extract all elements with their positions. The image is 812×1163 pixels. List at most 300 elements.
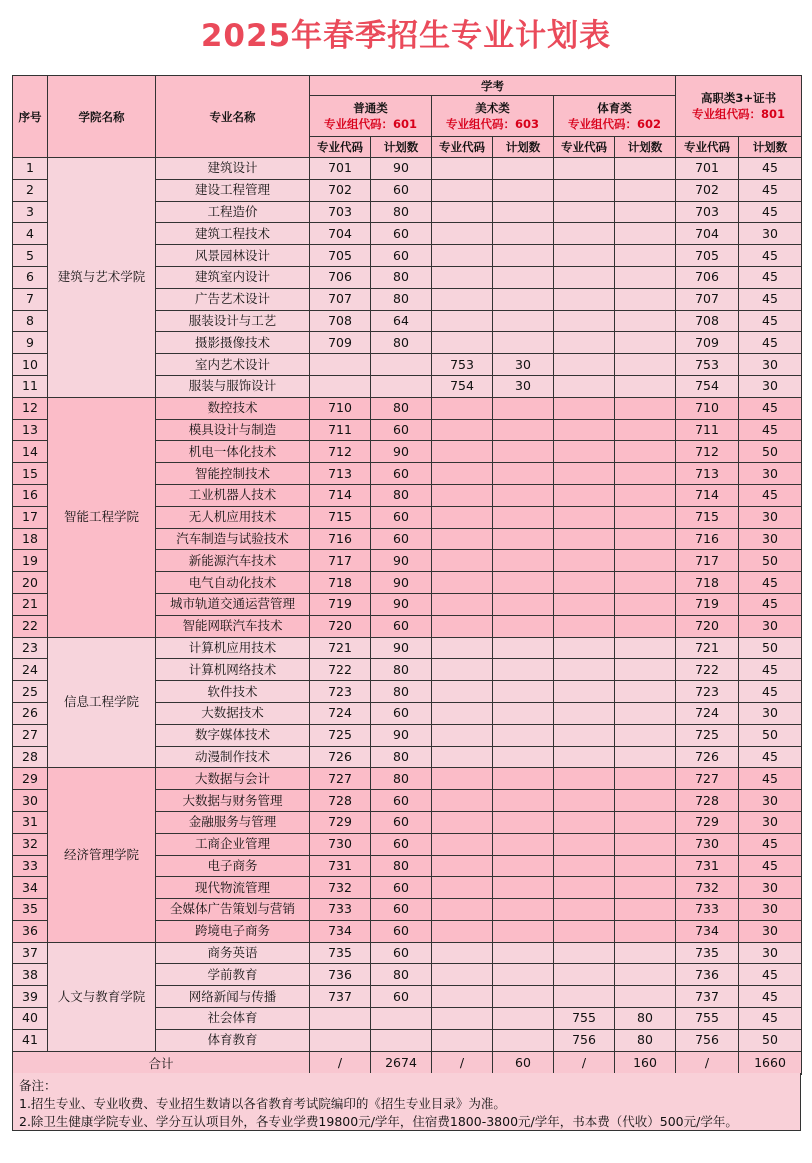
header-putong-plan: 计划数 [371, 137, 432, 158]
cell-meishu-code [432, 572, 493, 594]
cell-tiyu-code [554, 702, 615, 724]
cell-meishu-code [432, 245, 493, 267]
cell-meishu-code [432, 158, 493, 180]
cell-putong-code [310, 1029, 371, 1051]
cell-tiyu-plan [615, 920, 676, 942]
cell-meishu-plan [493, 942, 554, 964]
cell-putong-plan: 90 [371, 550, 432, 572]
cell-putong-plan: 80 [371, 201, 432, 223]
cell-gaozhi-code: 718 [676, 572, 739, 594]
cell-major: 大数据与财务管理 [156, 790, 310, 812]
cell-meishu-plan [493, 506, 554, 528]
cell-tiyu-plan [615, 179, 676, 201]
cell-putong-code: 710 [310, 397, 371, 419]
cell-tiyu-plan [615, 528, 676, 550]
cell-meishu-code [432, 1008, 493, 1030]
cell-putong-code: 717 [310, 550, 371, 572]
cell-tiyu-code [554, 484, 615, 506]
cell-tiyu-plan [615, 681, 676, 703]
cell-seq: 30 [13, 790, 48, 812]
cell-seq: 35 [13, 899, 48, 921]
cell-tiyu-code [554, 811, 615, 833]
cell-putong-plan: 90 [371, 593, 432, 615]
cell-meishu-plan [493, 659, 554, 681]
cell-major: 建筑设计 [156, 158, 310, 180]
header-xuekao: 学考 [310, 76, 676, 96]
cell-putong-plan: 80 [371, 484, 432, 506]
cell-meishu-code [432, 811, 493, 833]
cell-seq: 16 [13, 484, 48, 506]
cell-meishu-code [432, 1029, 493, 1051]
cell-major: 风景园林设计 [156, 245, 310, 267]
cell-meishu-code [432, 615, 493, 637]
header-college: 学院名称 [48, 76, 156, 158]
cell-putong-code [310, 375, 371, 397]
cell-meishu-plan [493, 986, 554, 1008]
header-putong-code: 专业代码 [310, 137, 371, 158]
cell-gaozhi-plan: 45 [739, 332, 802, 354]
cell-meishu-code [432, 201, 493, 223]
cell-tiyu-plan [615, 877, 676, 899]
cell-gaozhi-plan: 45 [739, 484, 802, 506]
cell-gaozhi-code: 735 [676, 942, 739, 964]
cell-gaozhi-code: 713 [676, 463, 739, 485]
cell-putong-code: 715 [310, 506, 371, 528]
cell-putong-code: 711 [310, 419, 371, 441]
cell-meishu-plan [493, 419, 554, 441]
cell-putong-plan: 60 [371, 702, 432, 724]
cell-major: 工业机器人技术 [156, 484, 310, 506]
notes-title: 备注： [19, 1078, 57, 1093]
header-meishu [432, 96, 554, 137]
cell-putong-code: 707 [310, 288, 371, 310]
cell-tiyu-code [554, 964, 615, 986]
cell-seq: 6 [13, 266, 48, 288]
cell-tiyu-plan [615, 899, 676, 921]
cell-seq: 14 [13, 441, 48, 463]
cell-putong-code: 727 [310, 768, 371, 790]
cell-gaozhi-plan: 45 [739, 288, 802, 310]
cell-major: 学前教育 [156, 964, 310, 986]
header-gaozhi-plan: 计划数 [739, 137, 802, 158]
cell-meishu-plan [493, 201, 554, 223]
cell-gaozhi-plan: 45 [739, 572, 802, 594]
cell-tiyu-code: 756 [554, 1029, 615, 1051]
cell-seq: 34 [13, 877, 48, 899]
cell-gaozhi-code: 701 [676, 158, 739, 180]
cell-gaozhi-code: 705 [676, 245, 739, 267]
cell-gaozhi-plan: 45 [739, 964, 802, 986]
notes-line-1: 1.招生专业、专业收费、专业招生数请以各省教育考试院编印的《招生专业目录》为准。 [19, 1096, 506, 1111]
totals-gaozhi-code: / [676, 1051, 739, 1074]
cell-meishu-code [432, 266, 493, 288]
cell-meishu-plan [493, 964, 554, 986]
cell-seq: 4 [13, 223, 48, 245]
cell-gaozhi-plan: 45 [739, 158, 802, 180]
cell-meishu-plan [493, 1029, 554, 1051]
cell-major: 电气自动化技术 [156, 572, 310, 594]
cell-major: 软件技术 [156, 681, 310, 703]
cell-gaozhi-plan: 30 [739, 615, 802, 637]
cell-gaozhi-plan: 30 [739, 702, 802, 724]
cell-seq: 22 [13, 615, 48, 637]
cell-tiyu-code [554, 179, 615, 201]
cell-tiyu-plan [615, 572, 676, 594]
cell-gaozhi-plan: 45 [739, 659, 802, 681]
cell-tiyu-code [554, 899, 615, 921]
table-row [13, 397, 802, 419]
table-row [13, 942, 802, 964]
cell-major: 建筑工程技术 [156, 223, 310, 245]
cell-tiyu-plan [615, 790, 676, 812]
cell-putong-plan [371, 1029, 432, 1051]
cell-major: 汽车制造与试验技术 [156, 528, 310, 550]
cell-tiyu-code [554, 637, 615, 659]
totals-meishu-plan: 60 [493, 1051, 554, 1074]
cell-meishu-plan [493, 484, 554, 506]
cell-putong-code: 730 [310, 833, 371, 855]
cell-putong-plan: 80 [371, 855, 432, 877]
cell-tiyu-plan [615, 615, 676, 637]
cell-seq: 33 [13, 855, 48, 877]
cell-tiyu-code [554, 877, 615, 899]
header-gaozhi-group-code: 专业组代码：801 [692, 107, 786, 121]
cell-seq: 39 [13, 986, 48, 1008]
header-putong-label: 普通类 [353, 101, 388, 115]
cell-meishu-code [432, 855, 493, 877]
cell-meishu-code [432, 637, 493, 659]
cell-meishu-code [432, 463, 493, 485]
cell-major: 数字媒体技术 [156, 724, 310, 746]
cell-meishu-plan [493, 637, 554, 659]
cell-seq: 24 [13, 659, 48, 681]
cell-gaozhi-code: 753 [676, 354, 739, 376]
cell-major: 建设工程管理 [156, 179, 310, 201]
cell-seq: 8 [13, 310, 48, 332]
cell-putong-plan: 60 [371, 179, 432, 201]
totals-gaozhi-plan: 1660 [739, 1051, 802, 1074]
cell-gaozhi-plan: 45 [739, 245, 802, 267]
cell-putong-plan: 60 [371, 920, 432, 942]
cell-seq: 41 [13, 1029, 48, 1051]
cell-tiyu-code: 755 [554, 1008, 615, 1030]
cell-meishu-code [432, 702, 493, 724]
cell-putong-plan [371, 354, 432, 376]
cell-seq: 18 [13, 528, 48, 550]
cell-gaozhi-plan: 45 [739, 1008, 802, 1030]
cell-tiyu-plan [615, 354, 676, 376]
cell-putong-plan: 64 [371, 310, 432, 332]
cell-major: 服装设计与工艺 [156, 310, 310, 332]
cell-major: 机电一体化技术 [156, 441, 310, 463]
header-tiyu-plan: 计划数 [615, 137, 676, 158]
cell-putong-plan: 80 [371, 681, 432, 703]
cell-major: 计算机网络技术 [156, 659, 310, 681]
cell-tiyu-plan [615, 550, 676, 572]
cell-gaozhi-code: 734 [676, 920, 739, 942]
cell-tiyu-code [554, 593, 615, 615]
cell-gaozhi-plan: 30 [739, 375, 802, 397]
cell-tiyu-code [554, 615, 615, 637]
table-row [13, 158, 802, 180]
cell-meishu-plan: 30 [493, 375, 554, 397]
cell-meishu-code [432, 593, 493, 615]
cell-seq: 31 [13, 811, 48, 833]
cell-putong-code: 722 [310, 659, 371, 681]
cell-meishu-code [432, 920, 493, 942]
cell-meishu-plan [493, 179, 554, 201]
cell-gaozhi-plan: 45 [739, 593, 802, 615]
cell-putong-plan: 90 [371, 724, 432, 746]
cell-gaozhi-code: 730 [676, 833, 739, 855]
header-putong [310, 96, 432, 137]
cell-tiyu-code [554, 201, 615, 223]
cell-putong-code: 726 [310, 746, 371, 768]
cell-gaozhi-plan: 45 [739, 397, 802, 419]
cell-meishu-plan [493, 223, 554, 245]
cell-major: 智能网联汽车技术 [156, 615, 310, 637]
cell-tiyu-code [554, 768, 615, 790]
cell-meishu-code [432, 986, 493, 1008]
header-major: 专业名称 [156, 76, 310, 158]
cell-putong-code: 703 [310, 201, 371, 223]
cell-putong-code: 718 [310, 572, 371, 594]
cell-gaozhi-plan: 45 [739, 746, 802, 768]
cell-tiyu-code [554, 681, 615, 703]
cell-meishu-plan [493, 266, 554, 288]
cell-putong-plan: 90 [371, 441, 432, 463]
cell-tiyu-plan [615, 245, 676, 267]
cell-tiyu-plan [615, 158, 676, 180]
cell-gaozhi-plan: 45 [739, 681, 802, 703]
cell-seq: 40 [13, 1008, 48, 1030]
cell-college-name: 智能工程学院 [48, 397, 156, 637]
cell-meishu-plan [493, 681, 554, 703]
cell-putong-plan: 60 [371, 528, 432, 550]
cell-putong-code: 733 [310, 899, 371, 921]
cell-meishu-code [432, 964, 493, 986]
cell-meishu-plan [493, 790, 554, 812]
cell-seq: 25 [13, 681, 48, 703]
cell-tiyu-plan [615, 986, 676, 1008]
header-putong-group-code: 专业组代码：601 [323, 117, 417, 131]
cell-tiyu-code [554, 724, 615, 746]
cell-meishu-code: 753 [432, 354, 493, 376]
cell-tiyu-plan: 80 [615, 1008, 676, 1030]
cell-meishu-code [432, 942, 493, 964]
cell-major: 网络新闻与传播 [156, 986, 310, 1008]
cell-meishu-plan [493, 310, 554, 332]
cell-seq: 5 [13, 245, 48, 267]
cell-gaozhi-plan: 50 [739, 550, 802, 572]
cell-putong-code: 736 [310, 964, 371, 986]
cell-tiyu-plan [615, 484, 676, 506]
cell-meishu-plan [493, 550, 554, 572]
cell-gaozhi-plan: 30 [739, 899, 802, 921]
cell-meishu-code [432, 746, 493, 768]
cell-tiyu-code [554, 746, 615, 768]
cell-seq: 27 [13, 724, 48, 746]
cell-major: 建筑室内设计 [156, 266, 310, 288]
cell-tiyu-plan [615, 332, 676, 354]
cell-gaozhi-code: 724 [676, 702, 739, 724]
cell-tiyu-plan [615, 201, 676, 223]
cell-seq: 21 [13, 593, 48, 615]
cell-major: 模具设计与制造 [156, 419, 310, 441]
cell-putong-code: 729 [310, 811, 371, 833]
cell-gaozhi-plan: 30 [739, 920, 802, 942]
totals-tiyu-code: / [554, 1051, 615, 1074]
cell-putong-plan: 60 [371, 245, 432, 267]
cell-meishu-plan [493, 746, 554, 768]
cell-tiyu-code [554, 550, 615, 572]
cell-putong-code: 737 [310, 986, 371, 1008]
cell-meishu-code [432, 681, 493, 703]
cell-tiyu-code [554, 419, 615, 441]
cell-meishu-code [432, 484, 493, 506]
cell-putong-code: 709 [310, 332, 371, 354]
cell-meishu-plan [493, 158, 554, 180]
cell-meishu-code [432, 550, 493, 572]
cell-meishu-plan [493, 920, 554, 942]
cell-putong-code [310, 354, 371, 376]
cell-gaozhi-code: 733 [676, 899, 739, 921]
header-meishu-plan: 计划数 [493, 137, 554, 158]
cell-tiyu-plan [615, 964, 676, 986]
cell-tiyu-code [554, 266, 615, 288]
cell-gaozhi-plan: 45 [739, 266, 802, 288]
cell-gaozhi-plan: 30 [739, 790, 802, 812]
cell-gaozhi-code: 706 [676, 266, 739, 288]
cell-seq: 10 [13, 354, 48, 376]
cell-putong-plan: 80 [371, 332, 432, 354]
cell-putong-plan: 60 [371, 419, 432, 441]
cell-gaozhi-code: 727 [676, 768, 739, 790]
cell-meishu-plan [493, 397, 554, 419]
cell-major: 服装与服饰设计 [156, 375, 310, 397]
cell-tiyu-plan [615, 223, 676, 245]
cell-seq: 20 [13, 572, 48, 594]
notes-box [12, 1073, 801, 1131]
header-seq: 序号 [13, 76, 48, 158]
cell-major: 计算机应用技术 [156, 637, 310, 659]
totals-putong-code: / [310, 1051, 371, 1074]
cell-meishu-plan [493, 528, 554, 550]
cell-tiyu-code [554, 375, 615, 397]
cell-college-name: 经济管理学院 [48, 768, 156, 942]
header-meishu-label: 美术类 [475, 101, 510, 115]
cell-gaozhi-plan: 30 [739, 463, 802, 485]
cell-putong-code: 719 [310, 593, 371, 615]
cell-gaozhi-code: 732 [676, 877, 739, 899]
cell-meishu-plan [493, 288, 554, 310]
cell-putong-plan: 80 [371, 746, 432, 768]
cell-meishu-plan [493, 332, 554, 354]
cell-gaozhi-code: 728 [676, 790, 739, 812]
cell-gaozhi-plan: 45 [739, 986, 802, 1008]
cell-major: 金融服务与管理 [156, 811, 310, 833]
cell-meishu-code [432, 724, 493, 746]
cell-putong-plan: 80 [371, 964, 432, 986]
cell-major: 室内艺术设计 [156, 354, 310, 376]
cell-gaozhi-plan: 45 [739, 419, 802, 441]
cell-major: 大数据与会计 [156, 768, 310, 790]
cell-tiyu-code [554, 288, 615, 310]
cell-tiyu-code [554, 354, 615, 376]
cell-seq: 12 [13, 397, 48, 419]
cell-meishu-code [432, 877, 493, 899]
cell-gaozhi-code: 704 [676, 223, 739, 245]
cell-tiyu-plan [615, 463, 676, 485]
cell-tiyu-plan [615, 855, 676, 877]
cell-major: 工程造价 [156, 201, 310, 223]
cell-seq: 19 [13, 550, 48, 572]
cell-seq: 2 [13, 179, 48, 201]
cell-putong-plan: 60 [371, 790, 432, 812]
totals-tiyu-plan: 160 [615, 1051, 676, 1074]
cell-putong-code: 723 [310, 681, 371, 703]
cell-gaozhi-code: 754 [676, 375, 739, 397]
totals-label: 合计 [13, 1051, 310, 1074]
cell-meishu-code [432, 506, 493, 528]
cell-meishu-code [432, 768, 493, 790]
cell-tiyu-plan [615, 266, 676, 288]
cell-major: 数控技术 [156, 397, 310, 419]
cell-gaozhi-plan: 50 [739, 724, 802, 746]
cell-meishu-code [432, 310, 493, 332]
cell-major: 无人机应用技术 [156, 506, 310, 528]
header-gaozhi-label: 高职类3+证书 [700, 91, 777, 105]
cell-seq: 9 [13, 332, 48, 354]
cell-putong-code: 712 [310, 441, 371, 463]
cell-tiyu-code [554, 463, 615, 485]
cell-meishu-plan [493, 1008, 554, 1030]
cell-gaozhi-code: 756 [676, 1029, 739, 1051]
cell-putong-code [310, 1008, 371, 1030]
cell-tiyu-plan [615, 310, 676, 332]
header-tiyu-group-code: 专业组代码：602 [567, 117, 661, 131]
cell-seq: 1 [13, 158, 48, 180]
cell-meishu-code [432, 659, 493, 681]
cell-seq: 3 [13, 201, 48, 223]
cell-putong-plan: 60 [371, 833, 432, 855]
header-meishu-group-code: 专业组代码：603 [445, 117, 539, 131]
cell-meishu-code [432, 441, 493, 463]
cell-major: 商务英语 [156, 942, 310, 964]
cell-seq: 38 [13, 964, 48, 986]
cell-major: 智能控制技术 [156, 463, 310, 485]
cell-major: 动漫制作技术 [156, 746, 310, 768]
cell-seq: 7 [13, 288, 48, 310]
cell-putong-code: 716 [310, 528, 371, 550]
cell-major: 社会体育 [156, 1008, 310, 1030]
cell-tiyu-plan [615, 811, 676, 833]
cell-seq: 32 [13, 833, 48, 855]
cell-putong-plan: 60 [371, 223, 432, 245]
cell-tiyu-code [554, 397, 615, 419]
cell-tiyu-code [554, 441, 615, 463]
cell-gaozhi-plan: 45 [739, 833, 802, 855]
cell-putong-code: 701 [310, 158, 371, 180]
cell-putong-plan: 80 [371, 659, 432, 681]
header-gaozhi [676, 76, 802, 137]
cell-putong-code: 704 [310, 223, 371, 245]
cell-tiyu-plan [615, 506, 676, 528]
cell-gaozhi-code: 721 [676, 637, 739, 659]
cell-putong-plan: 80 [371, 288, 432, 310]
cell-tiyu-code [554, 659, 615, 681]
cell-meishu-plan [493, 768, 554, 790]
